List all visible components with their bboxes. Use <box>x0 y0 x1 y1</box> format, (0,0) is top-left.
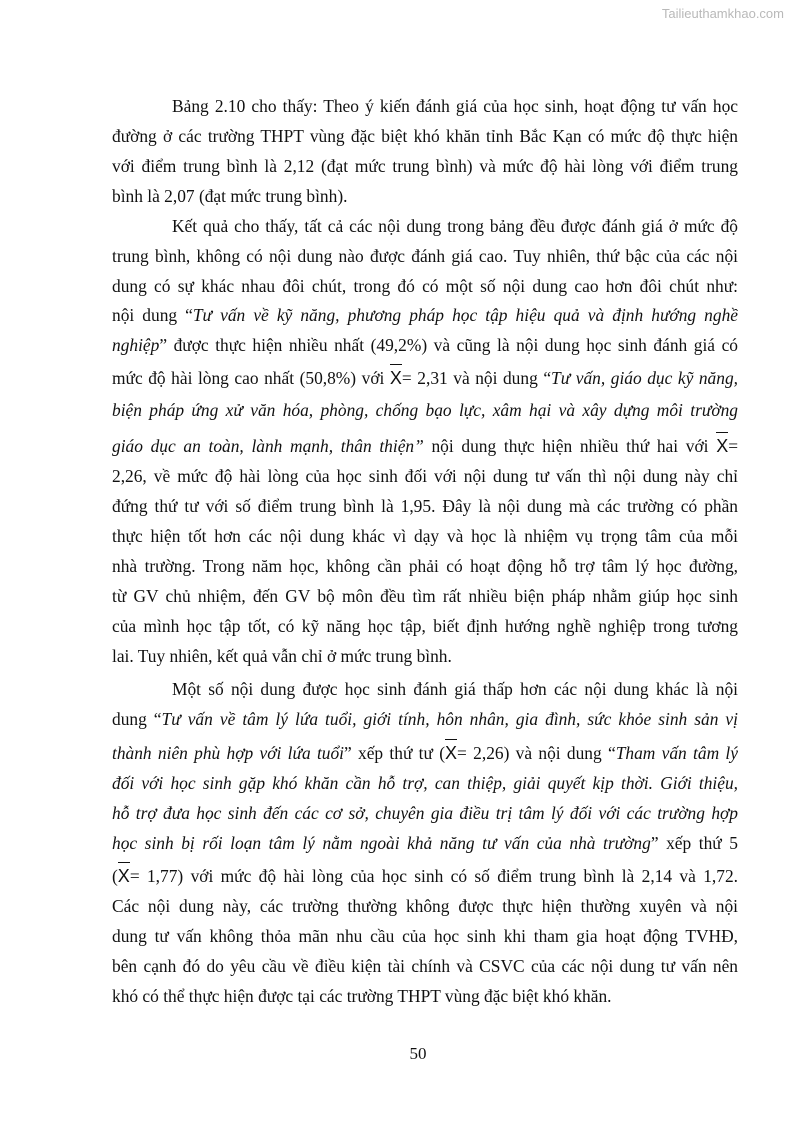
paragraph-2-line <box>112 435 738 457</box>
italic-text: biện pháp ứng xử văn hóa, phòng, chống bạo lực, xâm hại và xây dựng môi trường <box>112 400 738 420</box>
text-segment: bên cạnh đó do yêu cầu về điều kiện tài chính và CSVC của các nội dung tư vấn nên <box>112 956 738 976</box>
text-segment: = <box>728 436 739 456</box>
text-segment: ” được thực hiện nhiều nhất (49,2%) và cũng là nội dung học sinh đánh giá có <box>159 335 738 355</box>
paragraph-2-line <box>112 245 738 267</box>
page-number: 50 <box>409 1044 427 1063</box>
text-segment: dung có sự khác nhau đôi chút, trong đó có một số nội dung cao hơn đôi chút như: <box>112 276 738 296</box>
text-segment: = 1,77) với mức độ hài lòng của học sinh có số điểm trung bình là 2,14 và 1,72. <box>129 866 738 886</box>
x-bar-symbol: X <box>716 436 729 456</box>
text-segment: khó có thể thực hiện được tại các trường THPT vùng đặc biệt khó khăn. <box>112 986 612 1006</box>
text-segment: bình là 2,07 (đạt mức trung bình). <box>112 186 348 206</box>
x-bar-symbol: X <box>117 866 130 886</box>
text-segment: của mình học tập tốt, có kỹ năng học tập, biết định hướng nghề nghiệp trong tương <box>112 616 738 636</box>
x-bar-symbol: X <box>389 368 402 388</box>
text-segment: 2,26, về mức độ hài lòng của học sinh đối với nội dung tư vấn thì nội dung này chỉ <box>112 466 738 486</box>
paragraph-3-line <box>112 985 738 1007</box>
paragraph-1-line <box>172 95 738 117</box>
italic-text: giáo dục an toàn, lành mạnh, thân thiện” <box>112 436 424 456</box>
text-segment: thực hiện tốt hơn các nội dung khác vì dạy và học là nhiệm vụ trọng tâm của mỗi <box>112 526 738 546</box>
paragraph-3-line <box>112 742 738 764</box>
italic-text: học sinh bị rối loạn tâm lý nằm ngoài khả năng tư vấn của nhà trường <box>112 833 651 853</box>
italic-text: Tư vấn, giáo dục kỹ năng, <box>551 368 738 388</box>
italic-text: Tư vấn về tâm lý lứa tuổi, giới tính, hôn nhân, gia đình, sức khỏe sinh sản vị <box>161 709 738 729</box>
paragraph-3-line <box>112 925 738 947</box>
text-segment: = 2,26) và nội dung “ <box>457 743 616 763</box>
paragraph-3-line <box>112 708 738 730</box>
paragraph-2-line <box>112 465 738 487</box>
paragraph-2-line <box>112 555 738 577</box>
text-segment: ” xếp thứ tư ( <box>344 743 446 763</box>
paragraph-2-line <box>112 399 738 421</box>
paragraph-2-line <box>112 525 738 547</box>
text-segment: ( <box>112 866 118 886</box>
text-segment: với điểm trung bình là 2,12 (đạt mức trung bình) và mức độ hài lòng với điểm trung <box>112 156 738 176</box>
paragraph-2-line <box>112 334 738 356</box>
text-segment: ” xếp thứ 5 <box>650 833 738 853</box>
paragraph-3-line <box>112 832 738 854</box>
text-segment: nhà trường. Trong năm học, không cần phải có hoạt động hỗ trợ tâm lý học đường, <box>112 556 738 576</box>
text-segment: trung bình, không có nội dung nào được đánh giá cao. Tuy nhiên, thứ bậc của các nội <box>112 246 738 266</box>
text-segment: dung tư vấn không thỏa mãn nhu cầu của học sinh khi tham gia hoạt động TVHĐ, <box>112 926 738 946</box>
text-segment: Kết quả cho thấy, tất cả các nội dung trong bảng đều được đánh giá ở mức độ <box>172 216 738 236</box>
text-segment: Một số nội dung được học sinh đánh giá thấp hơn các nội dung khác là nội <box>172 679 738 699</box>
paragraph-3-line <box>112 955 738 977</box>
paragraph-1-line <box>112 125 738 147</box>
text-segment: nội dung thực hiện nhiều thứ hai với <box>423 436 717 456</box>
text-segment: đường ở các trường THPT vùng đặc biệt khó khăn tỉnh Bắc Kạn có mức độ thực hiện <box>112 126 738 146</box>
text-segment: lai. Tuy nhiên, kết quả vẫn chỉ ở mức trung bình. <box>112 646 452 666</box>
paragraph-3-line <box>112 772 738 794</box>
italic-text: thành niên phù hợp với lứa tuổi <box>112 743 344 763</box>
italic-text: Tư vấn về kỹ năng, phương pháp học tập hiệu quả và định hướng nghề <box>192 305 738 325</box>
paragraph-1-line <box>112 155 738 177</box>
text-segment: mức độ hài lòng cao nhất (50,8%) với <box>112 368 390 388</box>
text-segment: đứng thứ tư với số điểm trung bình là 1,95. Đây là nội dung mà các trường có phần <box>112 496 738 516</box>
paragraph-3-line <box>172 678 738 700</box>
italic-text: hỗ trợ đưa học sinh đến các cơ sở, chuyên gia điều trị tâm lý đối với các trường hợp <box>112 803 738 823</box>
paragraph-3-line <box>112 865 738 887</box>
text-segment: dung “ <box>112 709 162 729</box>
paragraph-3-line <box>112 895 738 917</box>
paragraph-2-line <box>112 615 738 637</box>
text-segment: = 2,31 và nội dung “ <box>401 368 552 388</box>
watermark: Tailieuthamkhao.com <box>661 6 784 21</box>
text-segment: từ GV chủ nhiệm, đến GV bộ môn đều tìm rất nhiều biện pháp nhằm giúp học sinh <box>112 586 738 606</box>
paragraph-1-line <box>112 185 738 207</box>
italic-text: đối với học sinh gặp khó khăn cần hỗ trợ, can thiệp, giải quyết kịp thời. Giới thiệu, <box>112 773 738 793</box>
x-bar-symbol: X <box>445 743 458 763</box>
text-segment: nội dung “ <box>112 305 193 325</box>
italic-text: Tham vấn tâm lý <box>615 743 738 763</box>
text-segment: Các nội dung này, các trường thường không được thực hiện thường xuyên và nội <box>112 896 738 916</box>
paragraph-3-line <box>112 802 738 824</box>
paragraph-2-line <box>112 585 738 607</box>
paragraph-2-line <box>112 304 738 326</box>
paragraph-2-line <box>172 215 738 237</box>
italic-text: nghiệp <box>112 335 160 355</box>
paragraph-2-line <box>112 645 738 667</box>
paragraph-2-line <box>112 495 738 517</box>
text-segment: Bảng 2.10 cho thấy: Theo ý kiến đánh giá của học sinh, hoạt động tư vấn học <box>172 96 738 116</box>
paragraph-2-line <box>112 275 738 297</box>
paragraph-2-line <box>112 367 738 389</box>
